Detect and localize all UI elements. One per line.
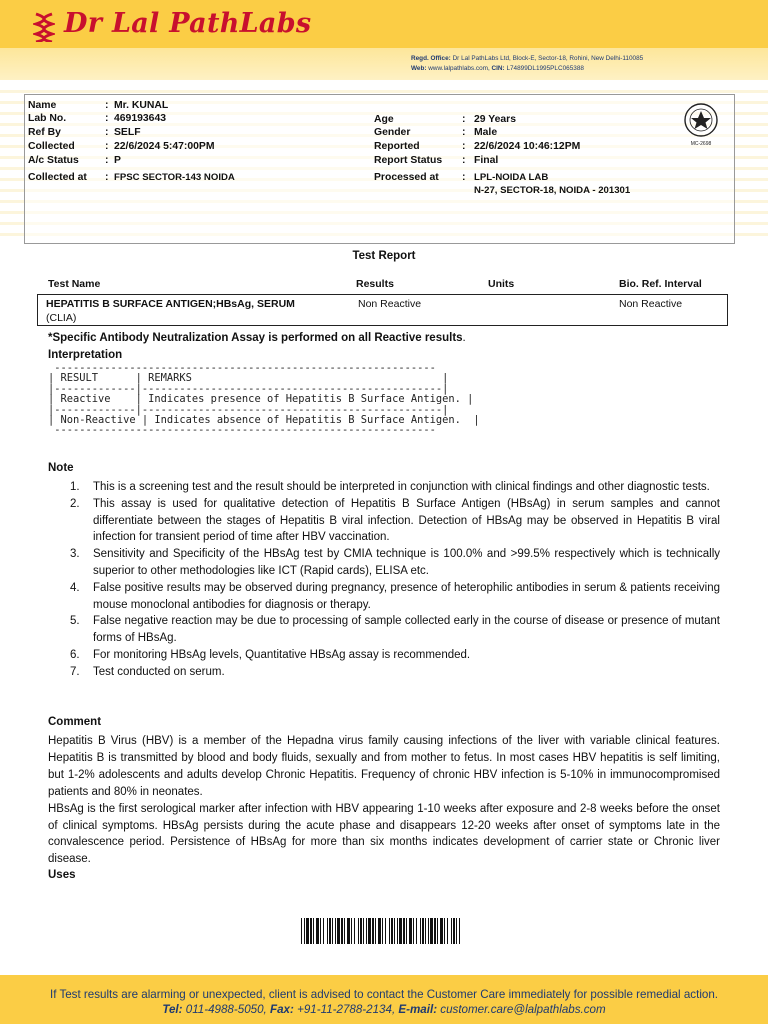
note-item: 5. False negative reaction may be due to processing of sample collected early in the course of disease or presence of mutant forms of HBsAg. — [70, 615, 720, 645]
age-label: Age — [374, 114, 394, 125]
barcode-bar — [323, 918, 324, 944]
barcode-bar — [430, 918, 433, 944]
report-status-label: Report Status — [374, 155, 443, 166]
ref-by-label: Ref By — [28, 127, 61, 138]
barcode-bar — [447, 918, 448, 944]
barcode-bar — [425, 918, 426, 944]
barcode-bar — [451, 918, 452, 944]
barcode-bar — [344, 918, 345, 944]
header-units: Units — [488, 278, 515, 290]
footer-advisory: If Test results are alarming or unexpected, client is advised to contact the Customer Care immediately for possible remedial action. — [49, 988, 719, 1001]
barcode-bar — [320, 918, 321, 944]
note-item: 1. This is a screening test and the result should be interpreted in conjunction with clinical findings and other diagnostic tests. — [70, 481, 710, 493]
note-item: 7. Test conducted on serum. — [70, 665, 225, 678]
collected-value: 22/6/2024 5:47:00PM — [114, 141, 215, 152]
lab-no-label: Lab No. — [28, 113, 67, 124]
uses-title: Uses — [48, 869, 76, 881]
colon: : — [105, 141, 109, 152]
note-item: 2. This assay is used for qualitative detection of Hepatitis B Surface Antigen (HBsAg) in serum samples and cannot differentiate between the stages of Hepatitis B viral infection. Detection of HBsAg may be observed in Hepatitis B viral infection for transient period of time after HBV vaccination. — [70, 497, 720, 544]
registered-office-info: Regd. Office: Dr Lal PathLabs Ltd, Block-E, Sector-18, Rohini, New Delhi-110085 Web: www.lalpathlabs.com, CIN: L74899DL1995PLC065388 — [411, 55, 644, 72]
comment-body — [48, 733, 720, 868]
comment-paragraph: Hepatitis B Virus (HBV) is a member of the Hepadna virus family causing infections of the liver with variable clinical features. Hepatitis B is transmitted by blood and body fluids, sexually and from mother to fetus. In most cases HBV hepatitis is self limiting, but 1-2% adolescents and adults develop Chronic Hepatitis. Frequency of chronic HBV infection is 5-10% in immunocompromised patients and 80% in neonates. — [48, 735, 720, 798]
specific-assay-note: *Specific Antibody Neutralization Assay is performed on all Reactive results. — [48, 332, 466, 344]
barcode-bar — [378, 918, 381, 944]
dna-logo-icon — [33, 12, 55, 42]
barcode-bar — [372, 918, 374, 944]
gender-value: Male — [474, 127, 498, 138]
footer-contact: Tel: 011-4988-5050, Fax: +91-11-2788-2134, E-mail: customer.care@lalpathlabs.com — [162, 1003, 606, 1016]
barcode-bar — [375, 918, 376, 944]
colon: : — [462, 141, 466, 152]
header-results: Results — [356, 278, 394, 290]
barcode-bar — [354, 918, 355, 944]
barcode-bar — [397, 918, 398, 944]
barcode-bar — [332, 918, 333, 944]
barcode-bar — [301, 918, 302, 944]
name-value: Mr. KUNAL — [114, 100, 169, 111]
customer-care-email-link[interactable]: customer.care@lalpathlabs.com — [440, 1003, 606, 1016]
barcode-bar — [306, 918, 309, 944]
barcode-bar — [360, 918, 362, 944]
barcode-bar — [327, 918, 328, 944]
barcode-bar — [456, 918, 457, 944]
barcode-bar — [385, 918, 386, 944]
interpretation-title: Interpretation — [48, 349, 123, 361]
result-bio-ref: Non Reactive — [619, 298, 683, 310]
note-item: 6. For monitoring HBsAg levels, Quantitative HBsAg assay is recommended. — [70, 648, 471, 661]
page-header — [0, 0, 768, 80]
barcode-bar — [347, 918, 350, 944]
report-title: Test Report — [352, 250, 416, 262]
barcode-bar — [382, 918, 383, 944]
processed-at-value: LPL-NOIDA LAB — [474, 172, 549, 183]
note-item: 4. False positive results may be observed during pregnancy, presence of heterophilic antibodies in serum & patients receiving mouse monoclonal antibodies for diagnosis or therapy. — [70, 581, 720, 611]
interpretation-table: ------------------------------------------------------------- | RESULT | REMARKS | |-------------|------------------------------------------------| | Reactive | Indicates presence of Hepatitis B Surface Antigen. | |-------------|------------------------------------------------| | Non-Reactive | Indicates absence of Hepatitis B Surface Antigen. | ------------------------------------------------------------- — [48, 362, 480, 437]
result-value: Non Reactive — [358, 298, 422, 310]
barcode-bar — [368, 918, 371, 944]
page-footer — [0, 975, 768, 1024]
comment-paragraph: HBsAg is the first serological marker after infection with HBV appearing 1-10 weeks after exposure and 2-8 weeks before the onset of clinical symptoms. HBsAg persists during the acute phase and disappears 12-20 weeks after onset of symptoms late in the convalescence period. Persistence of HBsAg for more than six months indicates development of carrier state or Chronic liver disease. — [48, 802, 720, 866]
barcode-bar — [389, 918, 390, 944]
colon: : — [105, 113, 109, 124]
ref-by-value: SELF — [114, 127, 141, 138]
barcode-bar — [444, 918, 445, 944]
barcode-bar — [391, 918, 393, 944]
barcode-bar — [304, 918, 305, 944]
result-test-name: HEPATITIS B SURFACE ANTIGEN;HBsAg, SERUM — [46, 298, 295, 310]
barcode-bar — [366, 918, 367, 944]
barcode-bar — [437, 918, 438, 944]
colon: : — [462, 114, 466, 125]
barcode-bar — [403, 918, 405, 944]
colon: : — [462, 155, 466, 166]
note-title: Note — [48, 462, 74, 474]
barcode-bar — [351, 918, 352, 944]
barcode-bar — [399, 918, 402, 944]
barcode-bar — [428, 918, 429, 944]
collected-label: Collected — [28, 141, 75, 152]
lab-no-value: 469193643 — [114, 113, 167, 124]
barcode-bar — [453, 918, 455, 944]
barcode-bar — [394, 918, 395, 944]
barcode-bar — [420, 918, 421, 944]
barcode-bar — [363, 918, 364, 944]
age-value: 29 Years — [474, 114, 516, 125]
report-status-value: Final — [474, 155, 499, 166]
colon: : — [462, 172, 466, 183]
barcode-bar — [313, 918, 314, 944]
barcode-bar — [335, 918, 336, 944]
barcode-bar — [409, 918, 412, 944]
barcode-bar — [416, 918, 417, 944]
barcode-bar — [337, 918, 340, 944]
brand-logo-text: Dr Lal PathLabs — [64, 8, 312, 39]
header-bio-ref-interval: Bio. Ref. Interval — [619, 278, 702, 290]
name-label: Name — [28, 100, 57, 111]
reported-label: Reported — [374, 141, 420, 152]
collected-at-value: FPSC SECTOR-143 NOIDA — [114, 172, 235, 183]
colon: : — [105, 155, 109, 166]
barcode-bar — [316, 918, 319, 944]
note-item: 3. Sensitivity and Specificity of the HBsAg test by CMIA technique is 100.0% and >99.5% respectively which is technically superior to other methodologies like ICT (Rapid cards), ELISA etc. — [70, 548, 720, 577]
barcode-bar — [358, 918, 359, 944]
colon: : — [462, 127, 466, 138]
nabl-accreditation-seal-icon — [682, 102, 720, 148]
comment-title: Comment — [48, 716, 102, 728]
barcode-bar — [434, 918, 436, 944]
barcode-bar — [406, 918, 407, 944]
barcode-bar — [310, 918, 312, 944]
collected-at-label: Collected at — [28, 172, 87, 183]
barcode-bar — [413, 918, 414, 944]
barcode-bar — [422, 918, 424, 944]
colon: : — [105, 100, 109, 111]
colon: : — [105, 127, 109, 138]
ac-status-label: A/c Status — [28, 155, 79, 166]
colon: : — [105, 172, 109, 183]
nabl-code: MC-2698 — [690, 141, 712, 147]
barcode-bar — [329, 918, 331, 944]
processed-at-address: N-27, SECTOR-18, NOIDA - 201301 — [474, 185, 631, 196]
processed-at-label: Processed at — [374, 172, 439, 183]
ac-status-value: P — [114, 155, 121, 166]
barcode-bar — [459, 918, 460, 944]
barcode-icon — [301, 918, 463, 944]
barcode-bar — [341, 918, 343, 944]
result-method: (CLIA) — [46, 312, 77, 324]
gender-label: Gender — [374, 127, 411, 138]
reported-value: 22/6/2024 10:46:12PM — [474, 141, 581, 152]
barcode-bar — [440, 918, 443, 944]
header-test-name: Test Name — [48, 278, 101, 290]
notes-list — [48, 479, 720, 681]
